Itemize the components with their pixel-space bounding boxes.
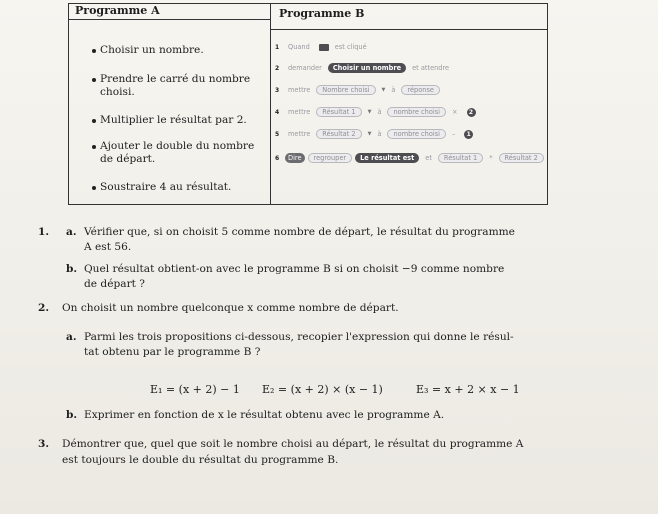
step-text: Prendre le carré du nombre choisi. <box>100 73 251 98</box>
question-1a-label: a. <box>66 226 77 238</box>
question-1-number: 1. <box>38 226 50 238</box>
question-3-text: Démontrer que, quel que soit le nombre choisi au départ, le résultat du programme A <box>62 438 524 450</box>
ask-block: demander <box>288 64 322 72</box>
to-text: à <box>377 108 382 116</box>
question-2-number: 2. <box>38 302 50 314</box>
to-text: à <box>391 86 396 94</box>
question-3-text-cont: est toujours le double du résultat du programme B. <box>62 454 339 466</box>
result1-reporter: Résultat 1 <box>438 153 483 163</box>
number-input: 2 <box>467 108 476 117</box>
bullet-icon <box>92 145 96 149</box>
clicked-text: est cliqué <box>334 43 367 51</box>
programme-a-header <box>69 4 270 20</box>
line-number: 3 <box>275 86 280 94</box>
bullet-icon <box>92 78 96 82</box>
expression-e2: E₂ = (x + 2) × (x − 1) <box>262 383 383 396</box>
variable-dropdown: Nombre choisi <box>316 85 375 95</box>
programme-b-column <box>271 4 547 204</box>
question-2a-text-cont: tat obtenu par le programme B ? <box>84 346 261 358</box>
question-2a-label: a. <box>66 331 77 343</box>
to-text: à <box>377 130 382 138</box>
question-2b-label: b. <box>66 409 78 421</box>
bullet-icon <box>92 49 96 53</box>
expression-e3: E₃ = x + 2 × x − 1 <box>416 383 520 396</box>
wait-text: et attendre <box>412 64 450 72</box>
operator: – <box>451 130 456 138</box>
set-block: mettre <box>288 108 311 116</box>
answer-reporter: réponse <box>401 85 440 95</box>
line-number: 4 <box>275 108 280 116</box>
result2-reporter: Résultat 2 <box>499 153 544 163</box>
flag-icon <box>319 44 329 51</box>
set-block: mettre <box>288 86 311 94</box>
line-number: 1 <box>275 43 280 51</box>
programme-a-title: Programme A <box>75 4 160 17</box>
scratch-row-5 <box>275 128 473 140</box>
dropdown-arrow-icon: ▼ <box>367 109 372 115</box>
line-number: 5 <box>275 130 280 138</box>
operator: * <box>489 154 493 162</box>
question-2b-text: Exprimer en fonction de x le résultat obtenu avec le programme A. <box>84 409 445 421</box>
result-label: Le résultat est <box>355 153 419 163</box>
expression-e1: E₁ = (x + 2) − 1 <box>150 383 240 396</box>
question-1b-text-cont: de départ ? <box>84 278 145 290</box>
step-text: Multiplier le résultat par 2. <box>100 114 247 126</box>
set-block: mettre <box>288 130 311 138</box>
bullet-icon <box>92 119 96 123</box>
when-block: Quand <box>288 43 310 51</box>
say-block: Dire <box>285 153 305 163</box>
scratch-row-1 <box>275 41 373 53</box>
and-text: et <box>425 154 432 162</box>
step-text: Soustraire 4 au résultat. <box>100 181 232 193</box>
question-3-number: 3. <box>38 438 50 450</box>
scratch-row-6 <box>275 152 547 164</box>
programs-table <box>68 3 548 205</box>
scratch-row-2 <box>275 62 455 74</box>
dropdown-arrow-icon: ▼ <box>381 87 386 93</box>
variable-dropdown: Résultat 2 <box>316 129 361 139</box>
programme-a-column <box>69 4 271 204</box>
question-1a-text-cont: A est 56. <box>84 241 132 253</box>
operator: × <box>451 108 458 116</box>
programme-b-title: Programme B <box>279 7 365 20</box>
line-number: 6 <box>275 154 280 162</box>
number-input: 1 <box>464 130 473 139</box>
question-2-text: On choisit un nombre quelconque x comme nombre de départ. <box>62 302 399 314</box>
line-number: 2 <box>275 64 280 72</box>
variable-reporter: nombre choisi <box>387 129 445 139</box>
step-text: Ajouter le double du nombre de départ. <box>100 140 255 165</box>
ask-prompt: Choisir un nombre <box>328 63 406 73</box>
question-2a-text: Parmi les trois propositions ci-dessous, recopier l'expression qui donne le résul- <box>84 331 514 343</box>
dropdown-arrow-icon: ▼ <box>367 131 372 137</box>
step-text: Choisir un nombre. <box>100 44 204 56</box>
variable-dropdown: Résultat 1 <box>316 107 361 117</box>
programme-b-header <box>271 4 547 30</box>
question-1b-label: b. <box>66 263 78 275</box>
join-block: regrouper <box>308 153 353 163</box>
scratch-row-4 <box>275 106 476 118</box>
scratch-row-3 <box>275 84 443 96</box>
bullet-icon <box>92 186 96 190</box>
question-1a-text: Vérifier que, si on choisit 5 comme nombre de départ, le résultat du programme <box>84 226 515 238</box>
question-1b-text: Quel résultat obtient-on avec le programme B si on choisit −9 comme nombre <box>84 263 505 275</box>
variable-reporter: nombre choisi <box>387 107 445 117</box>
